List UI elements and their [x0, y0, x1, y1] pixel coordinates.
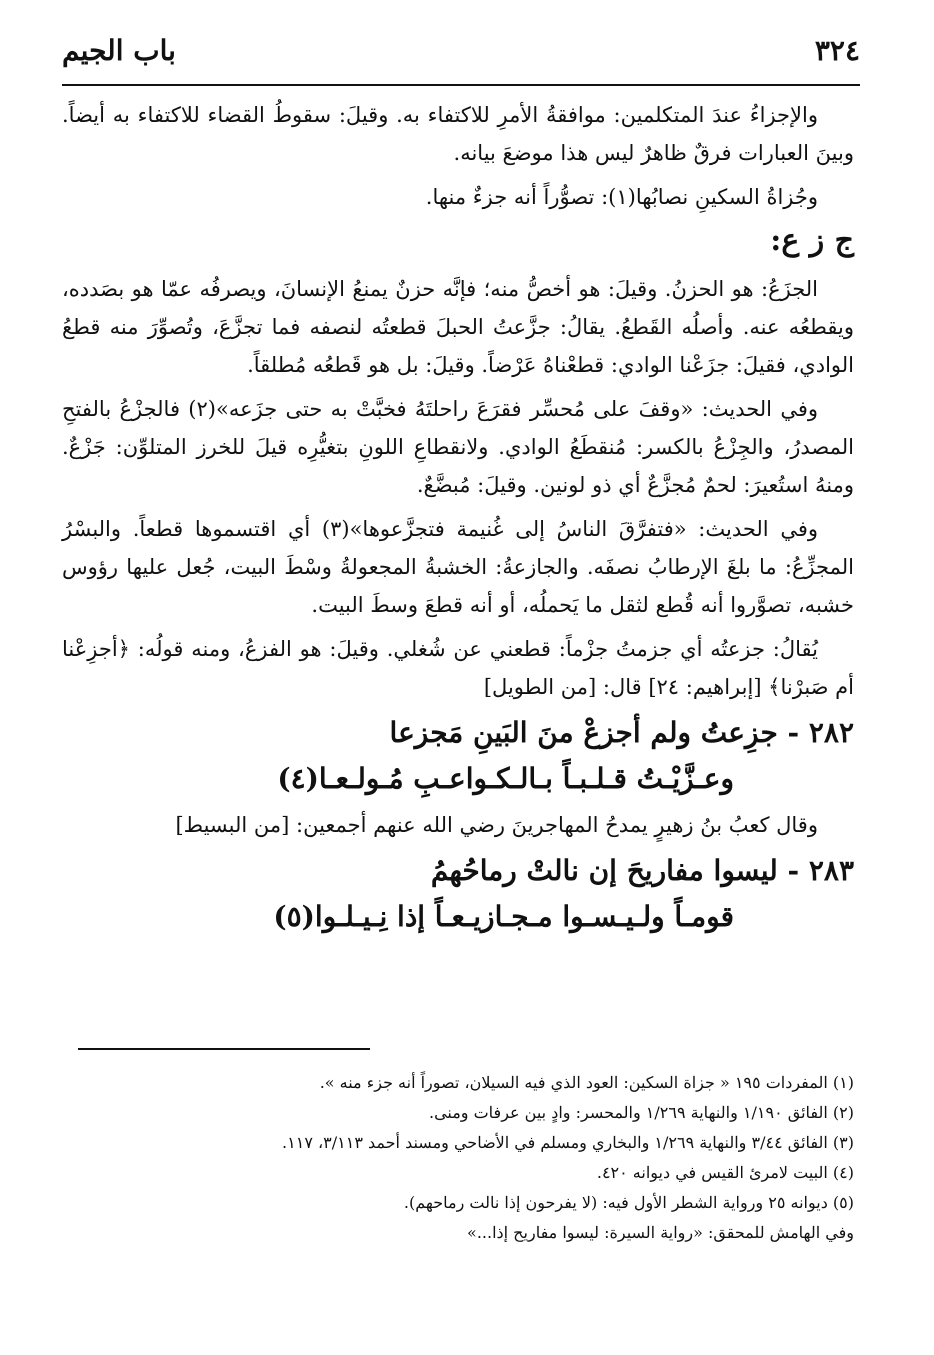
footnotes	[62, 1068, 854, 1248]
footnote: (٣) الفائق ٣/٤٤ والنهاية ١/٢٦٩ والبخاري ومسلم في الأضاحي ومسند أحمد ٣/١١٣، ١١٧.	[282, 1133, 854, 1152]
verse-283-first: ٢٨٣ - ليسوا مفاريحَ إن نالتْ رماحُهمُ	[430, 854, 854, 887]
paragraph-hadith-2: وفي الحديث: «فتفرَّقَ الناسُ إلى غُنيمة فتجزَّعوها»(٣) أي اقتسموها قطعاً. والبسْرُ المجزِّعُ: ما بلغَ الإرطابُ نصفَه. والجازعةُ: الخشبةُ المجعولةُ وسْطَ البيت، جُعل عليها رؤوس خشبه، تصوَّروا أنه قُطع لثقل ما يَحملُه، أو أنه قطعَ وسطَ البيت.	[62, 517, 854, 617]
header-rule	[62, 84, 860, 86]
paragraph-kaab: وقال كعبُ بنُ زهيرٍ يمدحُ المهاجرينَ رضي الله عنهم أجمعين: [من البسيط]	[175, 813, 818, 837]
paragraph-ijza: والإجزاءُ عندَ المتكلمين: موافقةُ الأمرِ للاكتفاء به. وقيلَ: سقوطُ القضاء للاكتفاء به أيضاً. وبينَ العبارات فرقٌ ظاهرٌ ليس هذا موضعَ بيانه.	[62, 103, 854, 165]
paragraph-quran: يُقالُ: جزعتُه أي جزمتُ جزْماً: قطعني عن شُغلي. وقيلَ: هو الفزعُ، ومنه قولُه: ﴿أجزِعْنا أم صَبرْنا﴾ [إبراهيم: ٢٤] قال: [من الطويل]	[62, 637, 854, 699]
footnote: (٥) ديوانه ٢٥ ورواية الشطر الأول فيه: (لا يفرحون إذا نالت رماحهم).	[403, 1193, 854, 1212]
main-text	[62, 96, 854, 944]
verse-282-second: وعـزَّيْـتُ قـلـبـاً بـالـكـواعـبِ مُـولـعـا(٤)	[277, 762, 734, 795]
page-number: ٣٢٤	[814, 34, 860, 67]
footnote-rule	[78, 1048, 370, 1050]
paragraph-jaza-definition: الجزَعُ: هو الحزنُ. وقيلَ: هو أخصُّ منه؛ فإنَّه حزنٌ يمنعُ الإنسانَ، ويصرفُه عمّا هو بصَدده، ويقطعُه عنه. وأصلُه القَطعُ. يقالُ: جزَّعتُ الحبلَ قطعتُه لنصفه فما تجزَّعَ، وتُصوِّرَ منه قطعُ الوادي، فقيلَ: جزَعْنا الوادي: قطعْناهُ عَرْضاً. وقيلَ: بل هو قَطعُه مُطلقاً.	[62, 277, 854, 377]
footnote: (٢) الفائق ١/١٩٠ والنهاية ١/٢٦٩ والمحسر: وادٍ بين عرفات ومنى.	[428, 1103, 854, 1122]
paragraph-hadith-1: وفي الحديث: «وقفَ على مُحسِّر فقرَعَ راحلتَهُ فخبَّتْ به حتى جزَعه»(٢) فالجزْعُ بالفتحِ المصدرُ، والجِزْعُ بالكسر: مُنقطَعُ الوادي. ولانقطاعِ اللونِ بتغيُّرِه قيلَ للخرز المتلوِّن: جَزْعٌ. ومنهُ استُعيرَ: لحمٌ مُجزَّعٌ أي ذو لونين. وقيلَ: مُبضَّعٌ.	[62, 397, 854, 497]
verse-283-second: قومـاً ولـيـسـوا مـجـازيـعـاً إذا نِـيـلـوا(٥)	[273, 900, 734, 933]
footnote: (١) المفردات ١٩٥ « جزاة السكين: العود الذي فيه السيلان، تصوراً أنه جزء منه ».	[319, 1073, 854, 1092]
chapter-title: باب الجيم	[62, 34, 176, 67]
paragraph-juzat: وجُزاةُ السكينِ نصابُها(١): تصوُّراً أنه جزءٌ منها.	[425, 185, 818, 209]
verse-282-first: ٢٨٢ - جزِعتُ ولم أجزعْ منَ البَينِ مَجزعا	[389, 716, 854, 749]
page-header	[62, 34, 860, 74]
footnote: وفي الهامش للمحقق: «رواية السيرة: ليسوا مفاريح إذا...»	[467, 1223, 854, 1242]
entry-heading: ج ز ع:	[770, 223, 854, 258]
footnote: (٤) البيت لامرئ القيس في ديوانه ٤٢٠.	[596, 1163, 854, 1182]
